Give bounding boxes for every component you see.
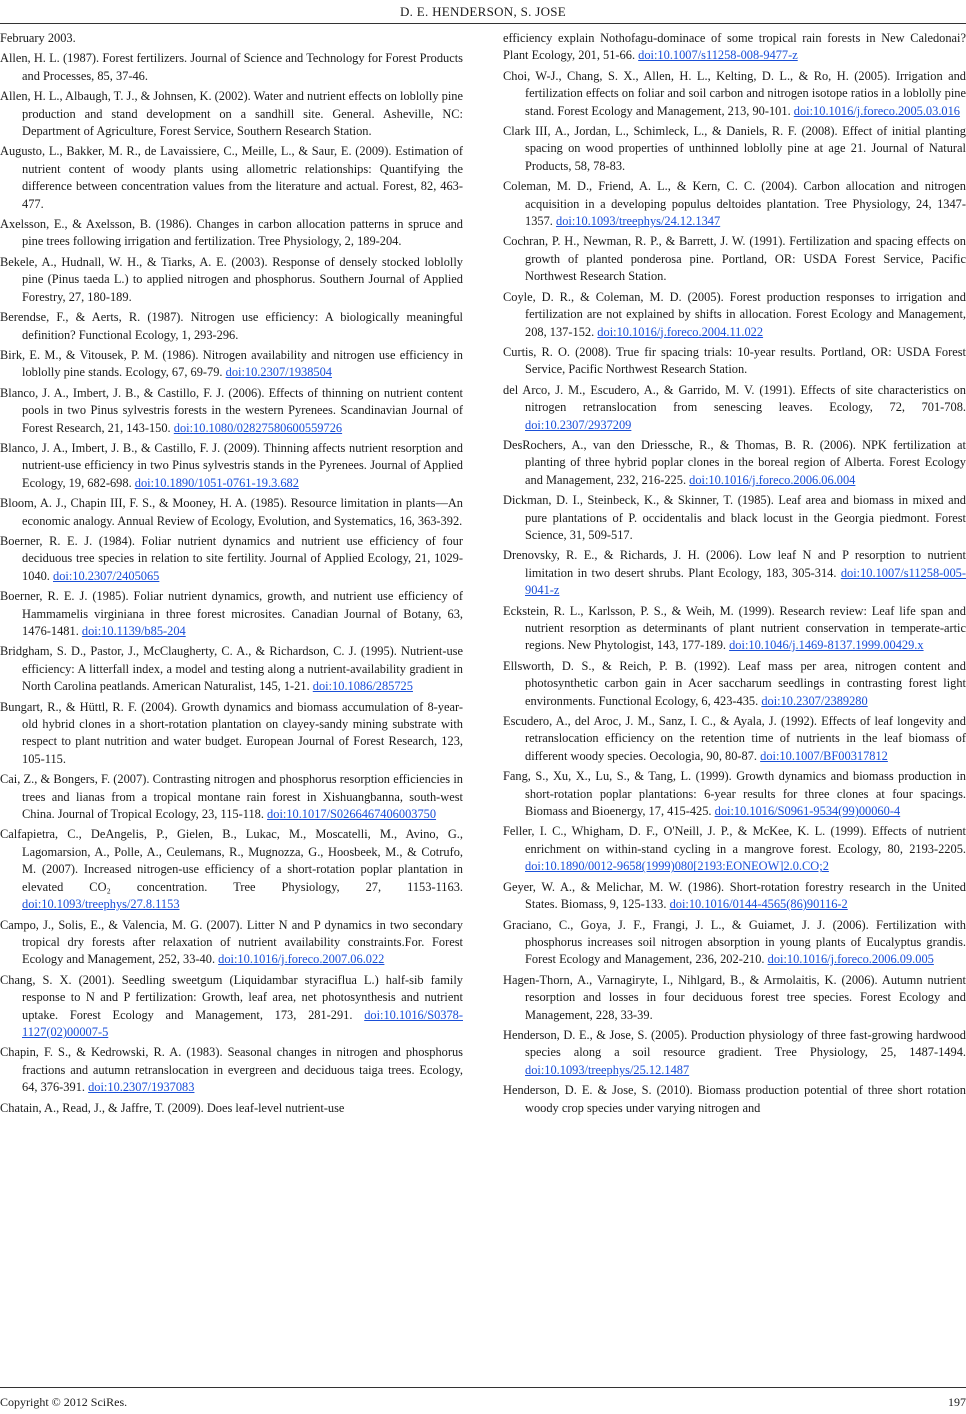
reference-entry	[503, 879, 966, 914]
reference-text: Calfapietra, C., DeAngelis, P., Gielen, B., Lukac, M., Moscatelli, M., Avino, G., Lagomarsion, A., Polle, A., Ceulemans, R., Mugnozza, G., Hoosbeek, M., & Cotrufo, M. (2007). Increased nitrogen-use efficiency of a short-rotation poplar plantation in elevated CO₂ concentration. Tree Physiology, 27, 1153-1163.	[0, 827, 463, 894]
reference-text: Allen, H. L., Albaugh, T. J., & Johnsen, K. (2002). Water and nutrient effects on loblolly pine production and stand development on a sandhill site. General. Asheville, NC: Department of Agriculture, Forest Service, Southern Research Station.	[0, 89, 464, 139]
reference-entry	[503, 972, 966, 1024]
reference-text: Escudero, A., del Aroc, J. M., Sanz, I. C., & Ayala, J. (1992). Effects of leaf longevity and retranslocation efficiency on the retention time of nutrients in the leaf biomass of different woody species. Oecologia, 90, 80-87.	[503, 714, 966, 763]
doi-link[interactable]: doi:10.1016/j.foreco.2006.06.004	[689, 472, 856, 487]
doi-link[interactable]: doi:10.1007/s11258-008-9477-z	[638, 48, 798, 63]
reference-entry	[0, 347, 463, 382]
reference-text: Coleman, M. D., Friend, A. L., & Kern, C. C. (2004). Carbon allocation and nitrogen acquisition in a developing populus deltoides plantation. Tree Physiology, 24, 1347-1357.	[503, 179, 966, 229]
references-column-left	[0, 30, 463, 1120]
reference-text: February 2003.	[0, 31, 76, 45]
reference-entry	[503, 823, 966, 875]
doi-link[interactable]: doi:10.1139/b85-204	[81, 624, 186, 638]
reference-text: Curtis, R. O. (2008). True fir spacing trials: 10-year results. Portland, OR: USDA Forest Service, Pacific Northwest Research Station.	[503, 344, 966, 377]
reference-text: Cochran, P. H., Newman, R. P., & Barrett, J. W. (1991). Fertilization and spacing effects on growth of planted ponderosa pine. Portland, OR: USDA Forest Service, Pacific Northwest Research Station.	[503, 234, 966, 284]
reference-entry	[0, 1044, 463, 1096]
reference-entry	[0, 826, 463, 913]
doi-link[interactable]: doi:10.1890/1051-0761-19.3.682	[134, 475, 299, 490]
reference-entry	[0, 533, 463, 585]
reference-text: Choi, W-J., Chang, S. X., Allen, H. L., Kelting, D. L., & Ro, H. (2005). Irrigation and fertilization effects on foliar and soil carbon and nitrogen isotope ratios in a loblolly pine stand. Forest Ecology and Management, 213, 90-101.	[503, 68, 966, 118]
reference-text: Augusto, L., Bakker, M. R., de Lavaissiere, C., Meille, L., & Saur, E. (2009). Estimation of nutrient content of woody plants using allometric relationships: Quantifying the difference between concentration values from the literature and actual. Forest, 82, 463-477.	[0, 144, 463, 211]
reference-text: Bungart, R., & Hüttl, R. F. (2004). Growth dynamics and biomass accumulation of 8-year-old hybrid clones in a short-rotation plantation on clayey-sandy mining substrate with respect to plant nutrition and water budget. European Journal of Forest Research, 123, 105-115.	[0, 699, 463, 766]
doi-link[interactable]: doi:10.1080/02827580600559726	[173, 420, 343, 435]
reference-entry	[0, 30, 463, 47]
reference-text: Bekele, A., Hudnall, W. H., & Tiarks, A. E. (2003). Response of densely stocked loblolly pine (Pinus taeda L.) to applied nitrogen and phosphorus. Southern Journal of Applied Forestry, 27, 180-189.	[0, 254, 463, 304]
reference-text: Graciano, C., Goya, J. F., Frangi, J. L., & Guiamet, J. J. (2006). Fertilization with phosphorus increases soil nitrogen absorption in young plants of Eucalyptus grandis. Forest Ecology and Management, 236, 202-210.	[503, 917, 966, 967]
reference-text: del Arco, J. M., Escudero, A., & Garrido, M. V. (1991). Effects of site characteristics on nitrogen retranslocation from senescing leaves. Ecology, 72, 701-708.	[503, 382, 966, 415]
reference-entry	[0, 972, 463, 1042]
reference-entry	[0, 88, 463, 140]
reference-text: Clark III, A., Jordan, L., Schimleck, L., & Daniels, R. F. (2008). Effect of initial planting spacing on wood properties of unthinned loblolly pine at age 21. Journal of Natural Products, 58, 78-83.	[503, 124, 966, 173]
doi-link[interactable]: doi:10.1016/j.foreco.2007.06.022	[218, 952, 385, 967]
reference-entry	[503, 768, 966, 820]
reference-entry	[0, 917, 463, 969]
reference-entry	[503, 492, 966, 544]
reference-text: DesRochers, A., van den Driessche, R., & Thomas, B. R. (2006). NPK fertilization at planting of three hybrid poplar clones in the boreal region of Alberta. Forest Ecology and Management, 232, 216-225.	[503, 437, 966, 487]
reference-text: efficiency explain Nothofagu-dominace of some tropical rain forests in New Caledonai? Plant Ecology, 201, 51-66.	[503, 31, 966, 63]
reference-entry	[503, 713, 966, 765]
reference-entry	[503, 658, 966, 710]
reference-entry	[503, 1082, 966, 1117]
reference-entry	[503, 547, 966, 599]
doi-link[interactable]: doi:10.1093/treephys/25.12.1487	[525, 1062, 690, 1077]
doi-link[interactable]: doi:10.1016/S0961-9534(99)00060-4	[714, 804, 901, 819]
reference-text: Ellsworth, D. S., & Reich, P. B. (1992). Leaf mass per area, nitrogen content and photosynthetic carbon gain in Acer saccharum seedlings in contrasting forest light environments. Functional Ecology, 6, 423-435.	[503, 658, 966, 708]
reference-entry	[0, 699, 463, 769]
reference-text: Hagen-Thorn, A., Varnagiryte, I., Nihlgard, B., & Armolaitis, K. (2006). Autumn nutrient resorption and losses in four deciduous forest tree species. Forest Ecology and Management, 228, 33-39.	[503, 972, 966, 1022]
reference-entry	[503, 917, 966, 969]
reference-entry	[503, 233, 966, 285]
running-header: D. E. HENDERSON, S. JOSE	[399, 4, 567, 19]
doi-link[interactable]: doi:10.1016/0144-4565(86)90116-2	[669, 897, 848, 912]
doi-link[interactable]: doi:10.1017/S0266467406003750	[267, 807, 437, 822]
reference-text: Chatain, A., Read, J., & Jaffre, T. (2009). Does leaf-level nutrient-use	[0, 1100, 345, 1115]
reference-text: Blanco, J. A., Imbert, J. B., & Castillo, F. J. (2006). Effects of thinning on nutrient content pools in two Pinus sylvestris forests in the western Pyrenees. Scandinavian Journal of Forest Research, 21, 143-150.	[0, 385, 463, 435]
reference-text: Allen, H. L. (1987). Forest fertilizers. Journal of Science and Technology for Forest Products and Processes, 85, 37-46.	[0, 51, 463, 83]
reference-entry	[503, 30, 966, 65]
reference-text: Boerner, R. E. J. (1984). Foliar nutrient dynamics and nutrient use efficiency of four deciduous tree species in relation to site fertility. Journal of Applied Ecology, 21, 1029-1040.	[0, 533, 463, 583]
reference-text: Axelsson, E., & Axelsson, B. (1986). Changes in carbon allocation patterns in spruce and pine trees following irrigation and fertilization. Tree Physiology, 2, 189-204.	[0, 217, 463, 249]
doi-link[interactable]: doi:10.1016/j.foreco.2006.09.005	[767, 952, 934, 967]
doi-link[interactable]: doi:10.1016/j.foreco.2004.11.022	[597, 324, 764, 339]
doi-link[interactable]: doi:10.1093/treephys/24.12.1347	[556, 214, 721, 229]
doi-link[interactable]: doi:10.1007/s11258-005-9041-z	[525, 565, 966, 598]
reference-text: Berendse, F., & Aerts, R. (1987). Nitrogen use efficiency: A biologically meaningful definition? Functional Ecology, 1, 293-296.	[0, 310, 463, 342]
reference-entry	[0, 309, 463, 344]
reference-entry	[503, 382, 966, 434]
reference-text: Fang, S., Xu, X., Lu, S., & Tang, L. (1999). Growth dynamics and biomass production in short-rotation poplar plantations: 6-year results for three clones at four spacings. Biomass and Bioenergy, 17, 415-425.	[503, 769, 966, 819]
reference-entry	[0, 588, 463, 640]
doi-link[interactable]: doi:10.1007/BF00317812	[760, 748, 888, 763]
reference-text: Eckstein, R. L., Karlsson, P. S., & Weih, M. (1999). Research review: Leaf life span and nutrient resorption as determinants of plant nutrient conservation in temperate-artic regions. New Phytologist, 143, 177-189.	[503, 603, 966, 653]
reference-entry	[503, 289, 966, 341]
footer-rule	[0, 1387, 966, 1388]
reference-entry	[0, 216, 463, 251]
reference-entry	[0, 643, 463, 695]
reference-text: Bloom, A. J., Chapin III, F. S., & Mooney, H. A. (1985). Resource limitation in plants—An economic analogy. Annual Review of Ecology, Evolution, and Systematics, 16, 363-392.	[0, 496, 463, 528]
reference-entry	[0, 143, 463, 213]
reference-text: Chang, S. X. (2001). Seedling sweetgum (Liquidambar styraciflua L.) half-sib family response to N and P fertilization: Growth, leaf area, net photosynthesis and nutrient uptake. Forest Ecology and Management, 173, 281-291.	[0, 972, 463, 1022]
doi-link[interactable]: doi:10.1093/treephys/27.8.1153	[22, 897, 180, 912]
reference-entry	[503, 123, 966, 175]
references-column-right	[503, 30, 966, 1120]
reference-text: Drenovsky, R. E., & Richards, J. H. (2006). Low leaf N and P resorption to nutrient limitation in two desert shrubs. Plant Ecology, 183, 305-314.	[503, 548, 966, 580]
reference-entry	[0, 1100, 463, 1117]
reference-text: Boerner, R. E. J. (1985). Foliar nutrient dynamics, growth, and nutrient use efficiency of Hammamelis virginiana in three forest microsites. Canadian Journal of Botany, 63, 1476-1481.	[0, 589, 463, 638]
reference-text: Feller, I. C., Whigham, D. F., O'Neill, J. P., & McKee, K. L. (1999). Effects of nutrient enrichment on within-stand cycling in a mangrove forest. Ecology, 80, 2193-2205.	[503, 824, 966, 856]
doi-link[interactable]: doi:10.2307/2389280	[761, 693, 868, 708]
reference-entry	[503, 603, 966, 655]
doi-link[interactable]: doi:10.2307/2937209	[525, 417, 632, 432]
reference-entry	[503, 178, 966, 230]
reference-text: Dickman, D. I., Steinbeck, K., & Skinner, T. (1985). Leaf area and biomass in mixed and pure plantations of P. occidentalis and black locust in the Georgia piedmont. Forest Science, 31, 509-517.	[503, 493, 966, 542]
reference-text: Birk, E. M., & Vitousek, P. M. (1986). Nitrogen availability and nitrogen use efficiency in loblolly pine stands. Ecology, 67, 69-79.	[0, 347, 463, 380]
doi-link[interactable]: doi:10.1016/S0378-1127(02)00007-5	[22, 1007, 463, 1039]
page-number: 197	[948, 1395, 966, 1409]
reference-entry	[0, 440, 463, 492]
doi-link[interactable]: doi:10.2307/1937083	[88, 1080, 195, 1095]
reference-text: Henderson, D. E. & Jose, S. (2010). Biomass production potential of three short rotation woody crop species under varying nitrogen and	[503, 1083, 966, 1115]
doi-link[interactable]: doi:10.2307/2405065	[53, 568, 160, 583]
reference-text: Blanco, J. A., Imbert, J. B., & Castillo, F. J. (2009). Thinning affects nutrient resorption and nutrient-use efficiency in two Pinus sylvestris stands in the Pyrenees. Journal of Applied Ecology, 19, 682-698.	[0, 440, 463, 490]
reference-entry	[0, 50, 463, 85]
reference-entry	[0, 771, 463, 823]
reference-text: Henderson, D. E., & Jose, S. (2005). Production physiology of three fast-growing hardwood species along a soil resource gradient. Tree Physiology, 25, 1487-1494.	[503, 1027, 966, 1060]
reference-text: Cai, Z., & Bongers, F. (2007). Contrasting nitrogen and phosphorus resorption efficiencies in trees and lianas from a tropical montane rain forest in Xishuangbanna, south-west China. Journal of Tropical Ecology, 23, 115-118.	[0, 772, 463, 822]
doi-link[interactable]: doi:10.1016/j.foreco.2005.03.016	[793, 103, 961, 118]
reference-entry	[0, 254, 463, 306]
reference-entry	[503, 344, 966, 379]
header-rule	[0, 23, 966, 24]
reference-text: Geyer, W. A., & Melichar, M. W. (1986). Short-rotation forestry research in the United States. Biomass, 9, 125-133.	[503, 879, 966, 912]
doi-link[interactable]: doi:10.1086/285725	[312, 679, 413, 694]
doi-link[interactable]: doi:10.2307/1938504	[225, 365, 332, 380]
reference-text: Chapin, F. S., & Kedrowski, R. A. (1983). Seasonal changes in nitrogen and phosphorus fractions and autumn retranslocation in evergreen and deciduous taiga trees. Ecology, 64, 376-391.	[0, 1045, 463, 1095]
reference-entry	[0, 495, 463, 530]
reference-text: Bridgham, S. D., Pastor, J., McClaugherty, C. A., & Richardson, C. J. (1995). Nutrient-use efficiency: A litterfall index, a model and testing along a nutrient-availability gradient in North Carolina peatlands. American Naturalist, 145, 1-21.	[0, 644, 463, 694]
reference-entry	[503, 437, 966, 489]
doi-link[interactable]: doi:10.1046/j.1469-8137.1999.00429.x	[729, 638, 924, 653]
doi-link[interactable]: doi:10.1890/0012-9658(1999)080[2193:EONEOW]2.0.CO;2	[525, 859, 829, 874]
reference-entry	[0, 385, 463, 437]
copyright-notice: Copyright © 2012 SciRes.	[0, 1395, 128, 1409]
reference-text: Coyle, D. R., & Coleman, M. D. (2005). Forest production responses to irrigation and fertilization are not explained by shifts in allocation. Forest Ecology and Management, 208, 137-152.	[503, 289, 966, 339]
reference-entry	[503, 68, 966, 120]
reference-text: Campo, J., Solis, E., & Valencia, M. G. (2007). Litter N and P dynamics in two secondary tropical dry forests after relaxation of nutrient availability constraints.For. Forest Ecology and Management, 252, 33-40.	[0, 917, 463, 967]
reference-entry	[503, 1027, 966, 1079]
